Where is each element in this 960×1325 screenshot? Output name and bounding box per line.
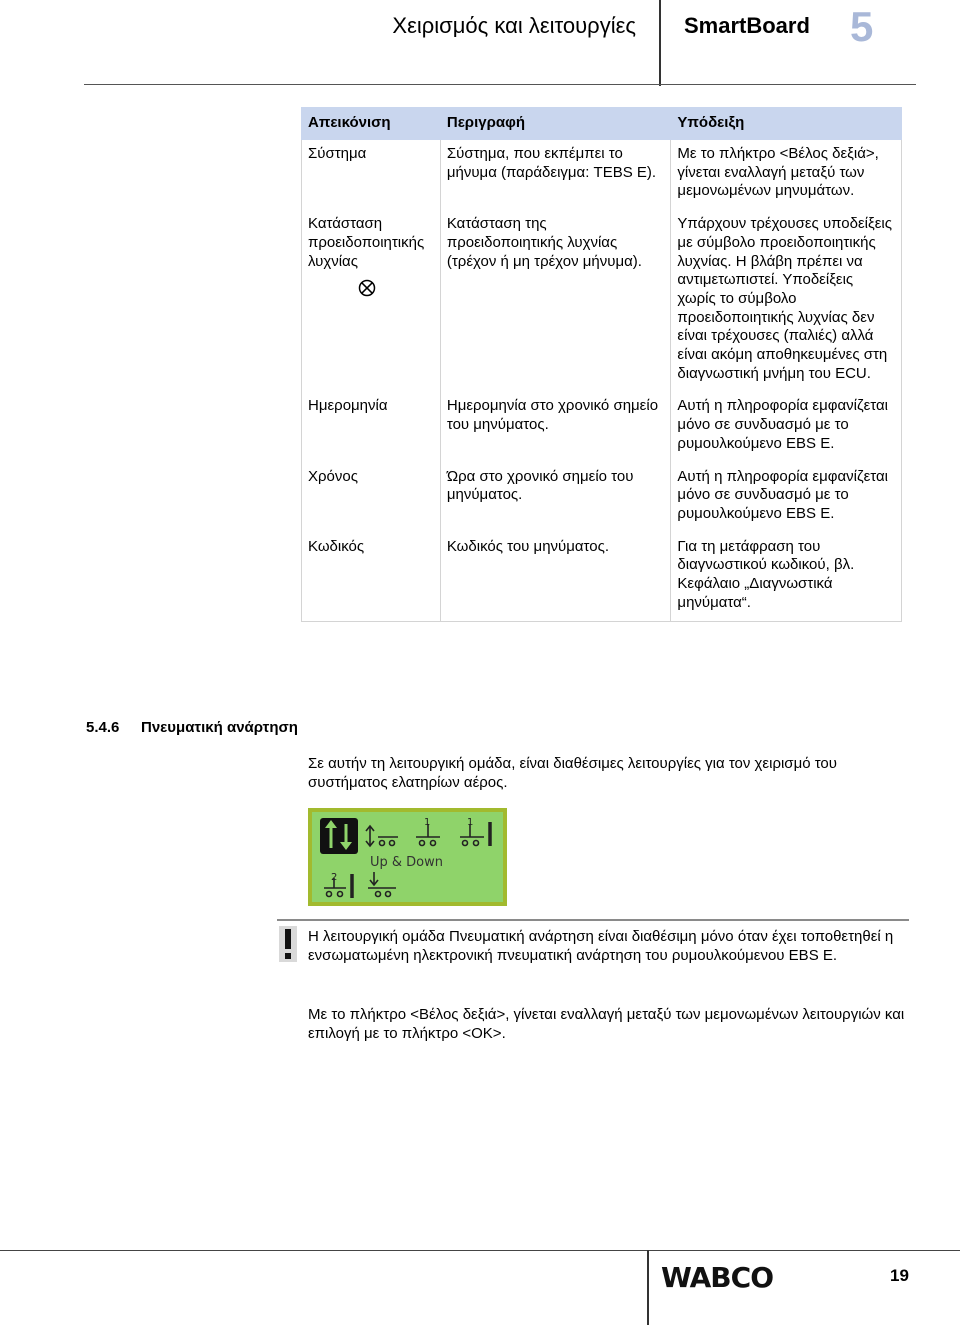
table-cell: Χρόνος bbox=[302, 463, 441, 533]
section-title: Πνευματική ανάρτηση bbox=[141, 719, 298, 736]
suspension-menu-icons bbox=[312, 812, 503, 902]
section-number: 5.4.6 bbox=[86, 719, 120, 736]
footer-rule bbox=[0, 1250, 960, 1251]
instruction-text: Με το πλήκτρο <Βέλος δεξιά>, γίνεται εναλλαγή μεταξύ των μεμονωμένων λειτουργιών και επιλογή με το πλήκτρο <OK>. bbox=[308, 1006, 905, 1042]
column-header-display: Απεικόνιση bbox=[302, 108, 441, 140]
table-row bbox=[302, 140, 902, 211]
lcd-digit: 2 bbox=[331, 872, 338, 883]
table-cell-warning-lamp bbox=[302, 210, 441, 392]
message-fields-table bbox=[301, 107, 902, 622]
chapter-number: 5 bbox=[850, 3, 874, 50]
table-cell: Σύστημα, που εκπέμπει το μήνυμα (παράδειγμα: TEBS E). bbox=[440, 140, 671, 211]
table-cell: Με το πλήκτρο <Βέλος δεξιά>, γίνεται εναλλαγή μεταξύ των μεμονωμένων μηνυμάτων. bbox=[671, 140, 902, 211]
table-row bbox=[302, 533, 902, 622]
table-cell: Ώρα στο χρονικό σημείο του μηνύματος. bbox=[440, 463, 671, 533]
section-intro: Σε αυτήν τη λειτουργική ομάδα, είναι διαθέσιμες λειτουργίες για τον χειρισμό του συστήματος ελατηρίων αέρος. bbox=[308, 755, 837, 791]
table-cell: Σύστημα bbox=[302, 140, 441, 211]
header-rule bbox=[84, 84, 916, 85]
column-header-hint: Υπόδειξη bbox=[671, 108, 902, 140]
table-row bbox=[302, 392, 902, 462]
product-name: SmartBoard bbox=[684, 13, 810, 38]
table-cell: Υπάρχουν τρέχουσες υποδείξεις με σύμβολο προειδοποιητικής λυχνίας. Η βλάβη πρέπει να αντιμετωπιστεί. Υποδείξεις χωρίς το σύμβολο προειδοποιητικής λυχνίας δεν είναι τρέχουσες (παλιές) αλλά είναι ακόμη αποθηκευμένες στη διαγνωστική μνήμη του ECU. bbox=[671, 210, 902, 392]
table-cell: Για τη μετάφραση του διαγνωστικού κωδικού, βλ. Κεφάλαιο „Διαγνωστικά μηνύματα“. bbox=[671, 533, 902, 622]
table-cell: Αυτή η πληροφορία εμφανίζεται μόνο σε συνδυασμό με το ρυμουλκούμενο EBS E. bbox=[671, 463, 902, 533]
lcd-screen bbox=[312, 812, 503, 902]
table-cell: Κατάσταση της προειδοποιητικής λυχνίας (τρέχον ή μη τρέχον μήνυμα). bbox=[440, 210, 671, 392]
footer-divider bbox=[647, 1250, 649, 1325]
table-row bbox=[302, 210, 902, 392]
svg-text:WABCO: WABCO bbox=[661, 1262, 773, 1292]
header-divider bbox=[659, 0, 661, 86]
lcd-digit: 1 bbox=[424, 817, 431, 828]
chapter-title: Χειρισμός και λειτουργίες bbox=[392, 13, 636, 38]
lcd-display bbox=[308, 808, 507, 906]
table-cell: Αυτή η πληροφορία εμφανίζεται μόνο σε συνδυασμό με το ρυμουλκούμενο EBS E. bbox=[671, 392, 902, 462]
table-row bbox=[302, 463, 902, 533]
lcd-caption: Up & Down bbox=[370, 855, 444, 870]
warning-lamp-icon bbox=[358, 279, 376, 297]
wabco-logo bbox=[660, 1262, 802, 1292]
lcd-digit: 1 bbox=[467, 817, 474, 828]
table-cell: Ημερομηνία στο χρονικό σημείο του μηνύματος. bbox=[440, 392, 671, 462]
column-header-description: Περιγραφή bbox=[440, 108, 671, 140]
table-cell: Κωδικός του μηνύματος. bbox=[440, 533, 671, 622]
table-cell: Ημερομηνία bbox=[302, 392, 441, 462]
notice-rule bbox=[277, 919, 909, 921]
table-header-row bbox=[302, 108, 902, 140]
exclamation-icon bbox=[279, 926, 297, 962]
notice-text: Η λειτουργική ομάδα Πνευματική ανάρτηση είναι διαθέσιμη μόνο όταν έχει τοποθετηθεί η ενσωματωμένη ηλεκτρονική πνευματική ανάρτηση του ρυμουλκούμενου EBS E. bbox=[308, 928, 894, 964]
table-cell-text: Κατάσταση προειδοποιητικής λυχνίας bbox=[308, 215, 425, 270]
page-number: 19 bbox=[890, 1266, 909, 1285]
table-cell: Κωδικός bbox=[302, 533, 441, 622]
